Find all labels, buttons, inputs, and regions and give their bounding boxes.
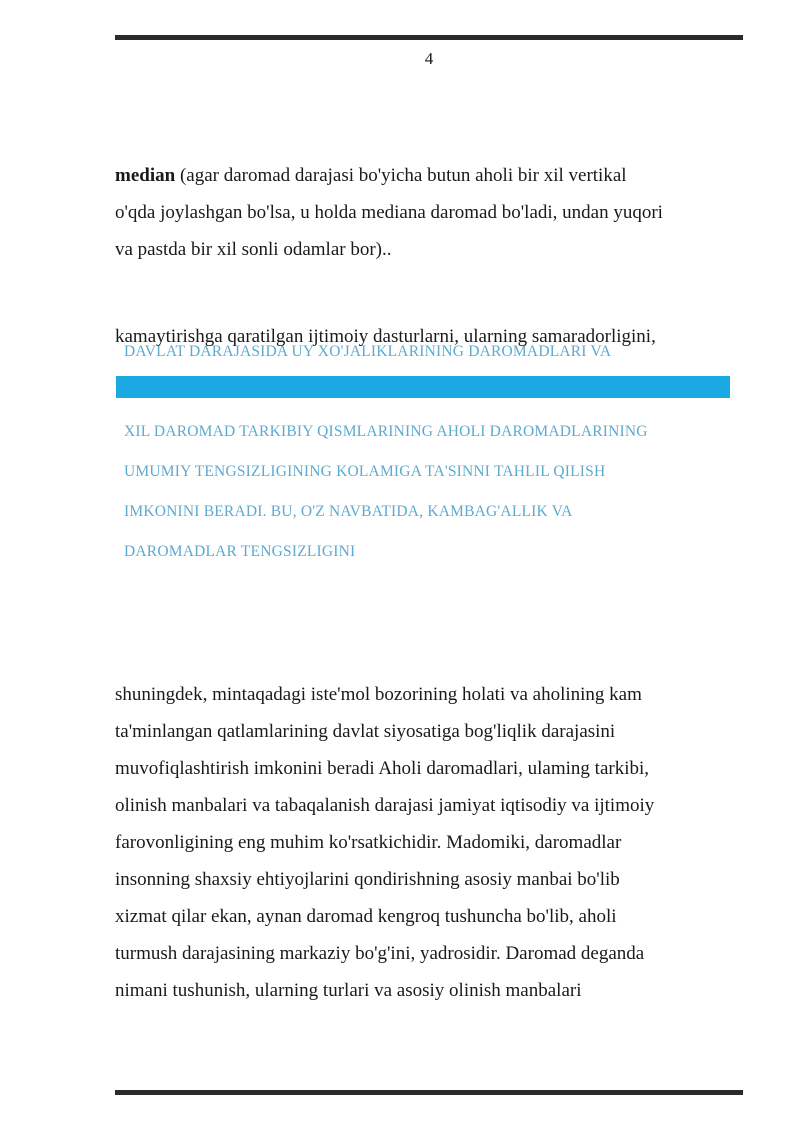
paragraph-line: o'qda joylashgan bo'lsa, u holda mediana daromad bo'ladi, undan yuqori (115, 202, 663, 223)
overlay-heading-line: UMUMIY TENGSIZLIGINING KOLAMIGA TA'SINNI TAHLIL QILISH (124, 463, 606, 480)
paragraph-line: shuningdek, mintaqadagi iste'mol bozorining holati va aholining kam (115, 684, 642, 705)
paragraph-line: olinish manbalari va tabaqalanish darajasi jamiyat iqtisodiy va ijtimoiy (115, 795, 655, 816)
paragraph-median (115, 157, 745, 268)
page-number: 4 (424, 49, 434, 68)
overlay-heading-line: DAROMADLAR TENGSIZLIGINI (124, 543, 356, 560)
paragraph-text: (agar daromad darajasi bo'yicha butun aholi bir xil vertikal (175, 165, 627, 186)
term-median: median (115, 165, 176, 186)
paragraph-income (115, 676, 745, 1009)
overlay-heading-line: DAVLAT DARAJASIDA UY XO'JALIKLARINING DAROMADLARI VA (124, 343, 612, 360)
paragraph-line: nimani tushunish, ularning turlari va asosiy olinish manbalari (115, 980, 582, 1001)
paragraph-line: muvofiqlashtirish imkonini beradi Aholi daromadlari, ulaming tarkibi, (115, 758, 650, 779)
paragraph-line (115, 157, 745, 194)
paragraph-line: va pastda bir xil sonli odamlar bor).. (115, 239, 392, 260)
overlay-heading-line: XIL DAROMAD TARKIBIY QISMLARINING AHOLI DAROMADLARINING (124, 423, 648, 440)
paragraph-line: ta'minlangan qatlamlarining davlat siyosatiga bog'liqlik darajasini (115, 721, 616, 742)
paragraph-line: insonning shaxsiy ehtiyojlarini qondirishning asosiy manbai bo'lib (115, 869, 620, 890)
paragraph-line: kamaytirishga qaratilgan ijtimoiy dasturlarni, ularning samaradorligini, (115, 326, 656, 347)
overlay-heading-line: IMKONINI BERADI. BU, O'Z NAVBATIDA, KAMBAG'ALLIK VA (124, 503, 573, 520)
paragraph-line: farovonligining eng muhim ko'rsatkichidir. Madomiki, daromadlar (115, 832, 622, 853)
footer-rule (115, 1090, 743, 1095)
paragraph-line: xizmat qilar ekan, aynan daromad kengroq tushuncha bo'lib, aholi (115, 906, 617, 927)
paragraph-line: turmush darajasining markaziy bo'g'ini, yadrosidir. Daromad deganda (115, 943, 645, 964)
overlay-highlight-bar (116, 376, 730, 398)
header-rule (115, 35, 743, 40)
